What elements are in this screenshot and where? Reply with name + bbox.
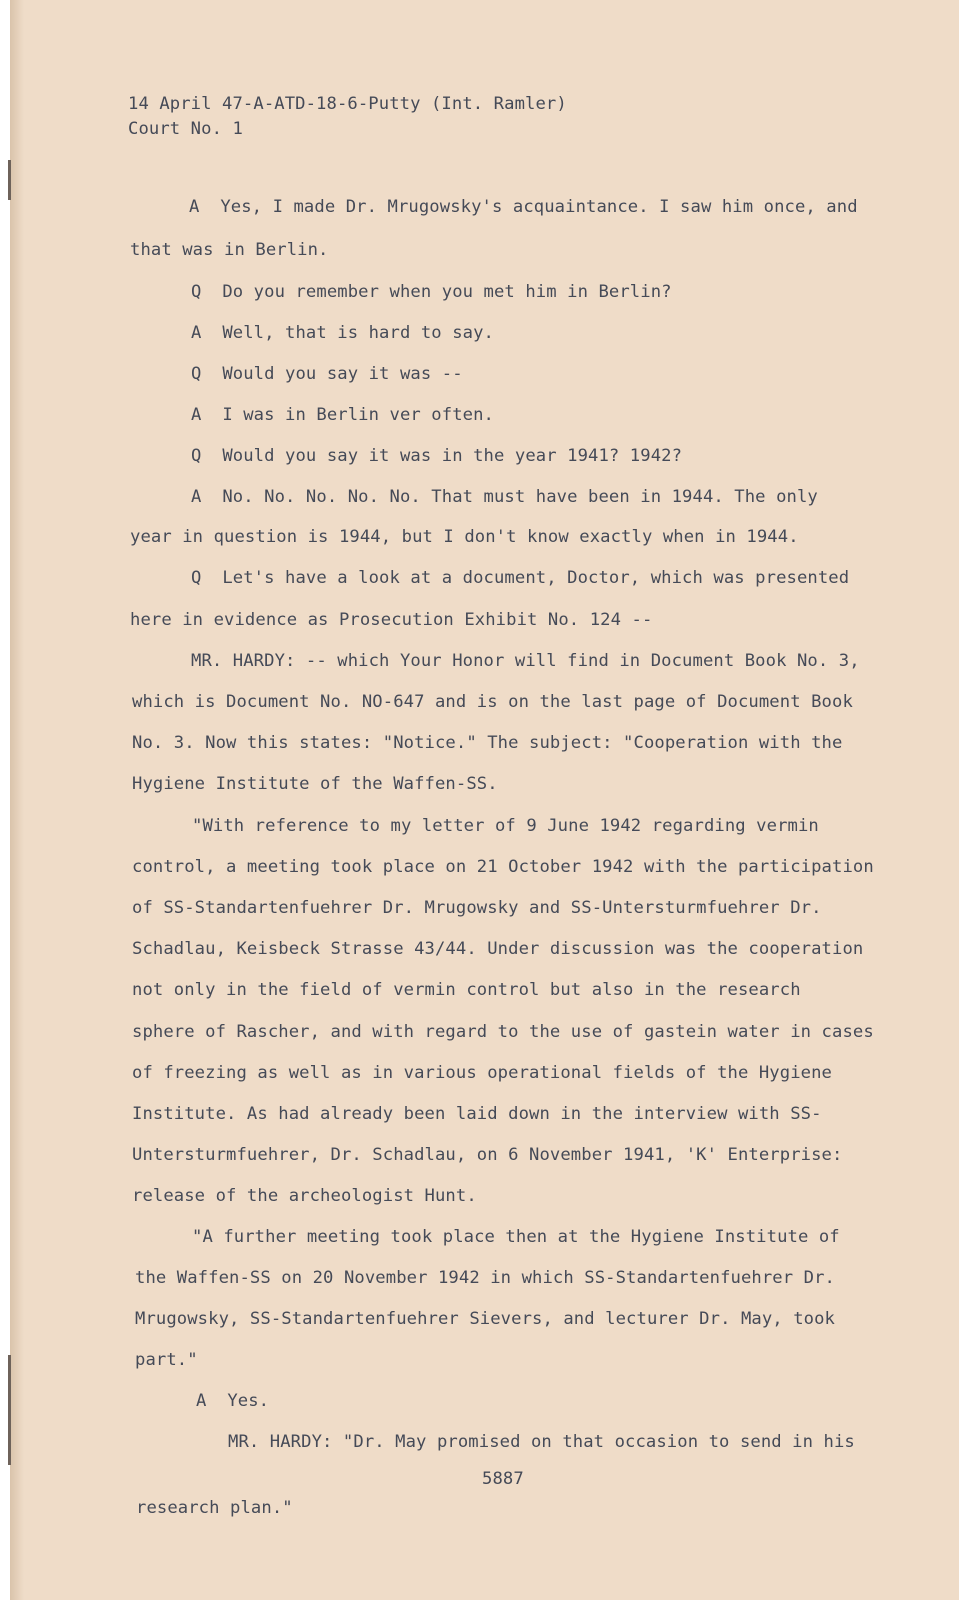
testimony-line: Q Do you remember when you met him in Berlin? [191, 282, 672, 302]
testimony-line: MR. HARDY: "Dr. May promised on that occasion to send in his [228, 1432, 855, 1452]
testimony-line: not only in the field of vermin control but also in the research [132, 980, 801, 1000]
testimony-line: Hygiene Institute of the Waffen-SS. [132, 774, 498, 794]
page-number: 5887 [482, 1469, 524, 1489]
testimony-line: release of the archeologist Hunt. [132, 1186, 477, 1206]
margin-mark [8, 160, 11, 200]
testimony-line: A Yes, I made Dr. Mrugowsky's acquaintance. I saw him once, and [189, 197, 858, 217]
testimony-line: Institute. As had already been laid down in the interview with SS- [132, 1104, 822, 1124]
testimony-line: year in question is 1944, but I don't know exactly when in 1944. [130, 527, 799, 547]
testimony-line: of freezing as well as in various operational fields of the Hygiene [132, 1063, 832, 1083]
testimony-line: research plan." [136, 1498, 293, 1518]
testimony-line: "With reference to my letter of 9 June 1942 regarding vermin [192, 816, 819, 836]
page-edge-shadow [10, 0, 24, 1600]
testimony-line: A No. No. No. No. No. That must have been in 1944. The only [191, 487, 818, 507]
testimony-line: here in evidence as Prosecution Exhibit No. 124 -- [130, 610, 653, 630]
testimony-line: sphere of Rascher, and with regard to the use of gastein water in cases [132, 1022, 874, 1042]
header-court: Court No. 1 [128, 119, 243, 139]
testimony-line: Mrugowsky, SS-Standartenfuehrer Sievers, and lecturer Dr. May, took [135, 1309, 835, 1329]
testimony-line: No. 3. Now this states: "Notice." The subject: "Cooperation with the [132, 733, 843, 753]
testimony-line: that was in Berlin. [130, 240, 329, 260]
testimony-line: MR. HARDY: -- which Your Honor will find in Document Book No. 3, [191, 651, 860, 671]
margin-mark [8, 1355, 11, 1465]
testimony-line: of SS-Standartenfuehrer Dr. Mrugowsky and SS-Untersturmfuehrer Dr. [132, 898, 822, 918]
testimony-line: "A further meeting took place then at the Hygiene Institute of [192, 1227, 840, 1247]
testimony-line: Untersturmfuehrer, Dr. Schadlau, on 6 November 1941, 'K' Enterprise: [132, 1145, 843, 1165]
testimony-line: A Yes. [196, 1391, 270, 1411]
header-reference: 14 April 47-A-ATD-18-6-Putty (Int. Ramler) [128, 94, 567, 114]
testimony-line: control, a meeting took place on 21 October 1942 with the participation [132, 857, 874, 877]
testimony-line: Q Let's have a look at a document, Doctor, which was presented [191, 568, 850, 588]
testimony-line: Q Would you say it was -- [191, 364, 463, 384]
testimony-line: Schadlau, Keisbeck Strasse 43/44. Under discussion was the cooperation [132, 939, 864, 959]
testimony-line: which is Document No. NO-647 and is on the last page of Document Book [132, 692, 853, 712]
testimony-line: the Waffen-SS on 20 November 1942 in which SS-Standartenfuehrer Dr. [135, 1268, 835, 1288]
testimony-line: part." [135, 1350, 198, 1370]
testimony-line: Q Would you say it was in the year 1941? 1942? [191, 446, 683, 466]
testimony-line: A I was in Berlin ver often. [191, 405, 494, 425]
testimony-line: A Well, that is hard to say. [191, 323, 494, 343]
